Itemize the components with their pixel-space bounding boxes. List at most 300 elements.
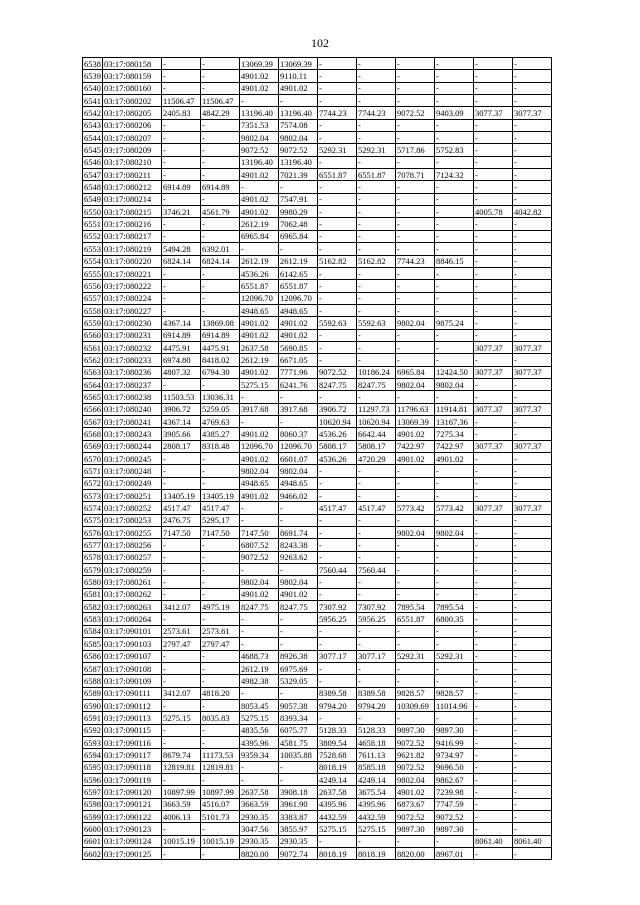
value-cell: 3675.54 [357, 786, 396, 798]
value-cell: - [162, 465, 201, 477]
value-cell: - [435, 662, 474, 674]
value-cell: - [474, 95, 513, 107]
value-cell: 12424.50 [435, 366, 474, 378]
value-cell: 2405.83 [162, 107, 201, 119]
row-index-cell: 6582 [84, 601, 101, 612]
value-cell: 9072.52 [396, 107, 435, 119]
value-cell: 8926.38 [279, 650, 318, 662]
value-cell: - [474, 193, 513, 205]
value-cell: - [201, 280, 240, 292]
value-cell: - [357, 156, 396, 168]
value-cell: 8389.58 [357, 687, 396, 699]
value-cell: - [513, 761, 552, 773]
value-cell: - [396, 156, 435, 168]
value-cell: 3905.66 [162, 428, 201, 440]
value-cell: - [318, 280, 357, 292]
value-cell: - [513, 144, 552, 156]
value-cell: - [396, 588, 435, 600]
code-cell: 03:17:090101 [103, 625, 162, 637]
value-cell: 8389.58 [318, 687, 357, 699]
value-cell: 4042.82 [513, 206, 552, 218]
table-row [83, 354, 552, 366]
value-cell: 7422.97 [396, 440, 435, 452]
value-cell: 11506.47 [162, 95, 201, 107]
row-index-cell: 6569 [84, 441, 101, 452]
value-cell: 3077.37 [474, 107, 513, 119]
value-cell: 8247.75 [240, 601, 279, 613]
value-cell: - [201, 613, 240, 625]
value-cell: - [513, 650, 552, 662]
row-index-cell: 6592 [84, 725, 101, 736]
value-cell: 3663.59 [240, 798, 279, 810]
value-cell: - [513, 786, 552, 798]
value-cell: 5162.82 [318, 255, 357, 267]
value-cell: 3077.37 [474, 366, 513, 378]
table-row [83, 724, 552, 736]
value-cell: 3746.21 [162, 206, 201, 218]
value-cell: 2930.35 [240, 810, 279, 822]
value-cell: - [513, 218, 552, 230]
value-cell: 8247.75 [357, 378, 396, 390]
value-cell: - [513, 292, 552, 304]
value-cell: 6914.89 [201, 181, 240, 193]
value-cell: - [279, 773, 318, 785]
value-cell: - [279, 625, 318, 637]
value-cell: - [435, 391, 474, 403]
value-cell: - [162, 267, 201, 279]
value-cell: - [513, 712, 552, 724]
value-cell: 4249.14 [318, 773, 357, 785]
table-row [83, 304, 552, 316]
value-cell: - [318, 638, 357, 650]
table-row [83, 601, 552, 613]
value-cell: - [474, 292, 513, 304]
value-cell: 13405.19 [201, 490, 240, 502]
value-cell: - [513, 773, 552, 785]
value-cell: 6551.87 [396, 613, 435, 625]
row-index-cell: 6571 [84, 466, 101, 477]
value-cell: - [357, 712, 396, 724]
value-cell: 8018.19 [318, 848, 357, 860]
value-cell: - [513, 588, 552, 600]
value-cell: - [162, 588, 201, 600]
value-cell: - [435, 835, 474, 847]
value-cell: - [279, 181, 318, 193]
value-cell: 9072.52 [396, 736, 435, 748]
value-cell: - [435, 712, 474, 724]
value-cell: - [513, 119, 552, 131]
value-cell: - [357, 304, 396, 316]
value-cell: - [357, 181, 396, 193]
value-cell: 10620.94 [318, 415, 357, 427]
value-cell: - [396, 551, 435, 563]
code-cell: 03:17:080214 [103, 193, 162, 205]
value-cell: 11173.53 [201, 749, 240, 761]
row-index-cell: 6553 [84, 243, 101, 254]
value-cell: 4517.47 [318, 502, 357, 514]
value-cell: - [474, 638, 513, 650]
value-cell: - [162, 576, 201, 588]
value-cell: 3906.72 [162, 403, 201, 415]
value-cell: - [240, 243, 279, 255]
table-row [83, 761, 552, 773]
value-cell: - [162, 292, 201, 304]
value-cell: 7124.32 [435, 169, 474, 181]
value-cell: - [357, 490, 396, 502]
table-row [83, 848, 552, 860]
value-cell: 8967.01 [435, 848, 474, 860]
value-cell: - [396, 132, 435, 144]
value-cell: - [318, 329, 357, 341]
value-cell: - [201, 551, 240, 563]
code-cell: 03:17:080238 [103, 391, 162, 403]
value-cell: - [201, 156, 240, 168]
row-index-cell: 6541 [84, 95, 101, 106]
value-cell: 5956.25 [357, 613, 396, 625]
value-cell: 5773.42 [435, 502, 474, 514]
value-cell: - [279, 243, 318, 255]
value-cell: 2573.61 [162, 625, 201, 637]
value-cell: - [201, 119, 240, 131]
value-cell: - [435, 675, 474, 687]
value-cell: 5275.15 [357, 823, 396, 835]
code-cell: 03:17:080221 [103, 267, 162, 279]
value-cell: 9403.09 [435, 107, 474, 119]
value-cell: - [279, 95, 318, 107]
code-cell: 03:17:090117 [103, 749, 162, 761]
value-cell: - [513, 551, 552, 563]
value-cell: 4901.02 [396, 453, 435, 465]
value-cell: - [435, 280, 474, 292]
value-cell: - [162, 724, 201, 736]
value-cell: - [396, 58, 435, 70]
table-row [83, 403, 552, 415]
row-index-cell: 6565 [84, 391, 101, 402]
value-cell: - [357, 354, 396, 366]
value-cell: 6965.84 [396, 366, 435, 378]
value-cell: - [396, 564, 435, 576]
row-index-cell: 6567 [84, 416, 101, 427]
value-cell: 3077.37 [474, 502, 513, 514]
value-cell: 7560.44 [318, 564, 357, 576]
value-cell: - [435, 70, 474, 82]
value-cell: - [435, 638, 474, 650]
value-cell: - [474, 304, 513, 316]
value-cell: - [435, 243, 474, 255]
value-cell: - [396, 341, 435, 353]
value-cell: - [162, 304, 201, 316]
row-index-cell: 6557 [84, 293, 101, 304]
value-cell: - [279, 638, 318, 650]
value-cell: - [474, 58, 513, 70]
value-cell: 9897.30 [435, 724, 474, 736]
value-cell: - [396, 675, 435, 687]
value-cell: 3663.59 [162, 798, 201, 810]
value-cell: - [162, 823, 201, 835]
table-row [83, 107, 552, 119]
value-cell: 13196.40 [279, 156, 318, 168]
code-cell: 03:17:080248 [103, 465, 162, 477]
table-row [83, 687, 552, 699]
value-cell: 9072.52 [240, 144, 279, 156]
value-cell: 4005.78 [474, 206, 513, 218]
value-cell: 3383.87 [279, 810, 318, 822]
code-cell: 03:17:080160 [103, 82, 162, 94]
value-cell: 10309.69 [396, 699, 435, 711]
table-row [83, 588, 552, 600]
value-cell: - [396, 193, 435, 205]
code-cell: 03:17:090111 [103, 687, 162, 699]
value-cell: - [474, 650, 513, 662]
table-row [83, 453, 552, 465]
value-cell: 5956.25 [318, 613, 357, 625]
value-cell: - [318, 465, 357, 477]
value-cell: 4901.02 [240, 317, 279, 329]
value-cell: - [396, 354, 435, 366]
table-row [83, 810, 552, 822]
value-cell: - [435, 551, 474, 563]
table-row [83, 193, 552, 205]
row-index-cell: 6545 [84, 145, 101, 156]
table-row [83, 564, 552, 576]
value-cell: 5292.31 [435, 650, 474, 662]
value-cell: 10186.24 [357, 366, 396, 378]
value-cell: 3077.17 [318, 650, 357, 662]
row-index-cell: 6563 [84, 367, 101, 378]
row-index-cell: 6593 [84, 737, 101, 748]
table-row [83, 58, 552, 70]
value-cell: 4688.73 [240, 650, 279, 662]
value-cell: 4658.18 [357, 736, 396, 748]
code-cell: 03:17:080245 [103, 453, 162, 465]
value-cell: - [435, 539, 474, 551]
value-cell: 6601.07 [279, 453, 318, 465]
value-cell: 8846.15 [435, 255, 474, 267]
value-cell: - [318, 625, 357, 637]
value-cell: 9802.04 [396, 378, 435, 390]
code-cell: 03:17:090120 [103, 786, 162, 798]
value-cell: - [318, 181, 357, 193]
value-cell: - [435, 304, 474, 316]
value-cell: - [396, 206, 435, 218]
value-cell: 5752.83 [435, 144, 474, 156]
value-cell: 9802.04 [240, 576, 279, 588]
value-cell: 9802.04 [396, 317, 435, 329]
code-cell: 03:17:090119 [103, 773, 162, 785]
value-cell: 4948.65 [240, 304, 279, 316]
value-cell: - [162, 848, 201, 860]
value-cell: 8820.00 [396, 848, 435, 860]
value-cell: 4901.02 [240, 490, 279, 502]
value-cell: 5494.28 [162, 243, 201, 255]
code-cell: 03:17:080206 [103, 119, 162, 131]
value-cell: - [201, 169, 240, 181]
value-cell: 7744.23 [396, 255, 435, 267]
value-cell: - [357, 527, 396, 539]
value-cell: - [162, 453, 201, 465]
value-cell: - [357, 267, 396, 279]
value-cell: - [357, 329, 396, 341]
value-cell: 9072.52 [279, 144, 318, 156]
value-cell: 2637.58 [240, 786, 279, 798]
row-index-cell: 6588 [84, 675, 101, 686]
row-index-cell: 6550 [84, 206, 101, 217]
value-cell: 4720.29 [357, 453, 396, 465]
value-cell: 12096.70 [240, 292, 279, 304]
code-cell: 03:17:090103 [103, 638, 162, 650]
value-cell: - [162, 477, 201, 489]
value-cell: - [318, 230, 357, 242]
value-cell: - [474, 539, 513, 551]
code-cell: 03:17:090118 [103, 761, 162, 773]
value-cell: 3077.37 [474, 440, 513, 452]
value-cell: - [513, 675, 552, 687]
row-index-cell: 6597 [84, 786, 101, 797]
value-cell: 4536.26 [318, 453, 357, 465]
code-cell: 03:17:080158 [103, 58, 162, 70]
value-cell: - [357, 280, 396, 292]
value-cell: - [318, 70, 357, 82]
value-cell: - [318, 490, 357, 502]
value-cell: - [474, 613, 513, 625]
table-row [83, 378, 552, 390]
value-cell: 3077.37 [513, 403, 552, 415]
table-row [83, 613, 552, 625]
value-cell: - [474, 551, 513, 563]
value-cell: - [513, 662, 552, 674]
value-cell: - [474, 588, 513, 600]
value-cell: 7895.54 [396, 601, 435, 613]
value-cell: 4948.65 [279, 304, 318, 316]
value-cell: - [474, 169, 513, 181]
table-row [83, 773, 552, 785]
value-cell: - [474, 749, 513, 761]
value-cell: 13869.08 [201, 317, 240, 329]
value-cell: 9263.62 [279, 551, 318, 563]
code-cell: 03:17:080261 [103, 576, 162, 588]
value-cell: - [357, 477, 396, 489]
value-cell: - [474, 675, 513, 687]
value-cell: 3077.37 [513, 502, 552, 514]
row-index-cell: 6555 [84, 268, 101, 279]
value-cell: - [318, 292, 357, 304]
value-cell: - [513, 193, 552, 205]
value-cell: - [435, 267, 474, 279]
value-cell: - [474, 428, 513, 440]
value-cell: - [474, 378, 513, 390]
value-cell: - [240, 613, 279, 625]
value-cell: - [396, 280, 435, 292]
value-cell: - [474, 415, 513, 427]
value-cell: - [513, 95, 552, 107]
value-cell: - [162, 132, 201, 144]
value-cell: - [435, 181, 474, 193]
value-cell: 8247.75 [279, 601, 318, 613]
value-cell: 9897.30 [435, 823, 474, 835]
value-cell: 6551.87 [318, 169, 357, 181]
table-row [83, 490, 552, 502]
value-cell: - [513, 243, 552, 255]
value-cell: - [162, 70, 201, 82]
row-index-cell: 6561 [84, 342, 101, 353]
value-cell: 4948.65 [279, 477, 318, 489]
table-row [83, 267, 552, 279]
row-index-cell: 6544 [84, 132, 101, 143]
value-cell: - [357, 576, 396, 588]
value-cell: 10897.99 [162, 786, 201, 798]
value-cell: - [201, 564, 240, 576]
value-cell: - [474, 354, 513, 366]
value-cell: 6873.67 [396, 798, 435, 810]
value-cell: - [201, 70, 240, 82]
value-cell: - [513, 724, 552, 736]
value-cell: - [435, 514, 474, 526]
code-cell: 03:17:090108 [103, 662, 162, 674]
value-cell: 4385.27 [201, 428, 240, 440]
code-cell: 03:17:080233 [103, 354, 162, 366]
value-cell: - [474, 786, 513, 798]
value-cell: - [474, 156, 513, 168]
value-cell: - [435, 354, 474, 366]
table-row [83, 366, 552, 378]
value-cell: 8061.40 [474, 835, 513, 847]
value-cell: - [201, 465, 240, 477]
value-cell: 5592.63 [318, 317, 357, 329]
value-cell: 3906.72 [318, 403, 357, 415]
value-cell: 7062.48 [279, 218, 318, 230]
value-cell: - [474, 699, 513, 711]
value-cell: 5101.73 [201, 810, 240, 822]
value-cell: - [357, 588, 396, 600]
value-cell: 7895.54 [435, 601, 474, 613]
value-cell: 4536.26 [318, 428, 357, 440]
code-cell: 03:17:080263 [103, 601, 162, 613]
value-cell: 4901.02 [240, 453, 279, 465]
table-row [83, 156, 552, 168]
value-cell: 4517.47 [162, 502, 201, 514]
value-cell: - [318, 132, 357, 144]
code-cell: 03:17:080237 [103, 378, 162, 390]
value-cell: 5690.85 [279, 341, 318, 353]
value-cell: 3961.90 [279, 798, 318, 810]
value-cell: - [357, 514, 396, 526]
table-row [83, 341, 552, 353]
value-cell: - [513, 391, 552, 403]
value-cell: - [474, 773, 513, 785]
value-cell: 5162.82 [357, 255, 396, 267]
value-cell: 5329.05 [279, 675, 318, 687]
value-cell: - [474, 527, 513, 539]
value-cell: - [435, 329, 474, 341]
table-row [83, 699, 552, 711]
value-cell: 9802.04 [435, 527, 474, 539]
value-cell: - [279, 761, 318, 773]
value-cell: - [162, 773, 201, 785]
value-cell: - [240, 625, 279, 637]
value-cell: - [240, 761, 279, 773]
value-cell: - [513, 848, 552, 860]
value-cell: 12096.70 [240, 440, 279, 452]
row-index-cell: 6574 [84, 503, 101, 514]
row-index-cell: 6581 [84, 589, 101, 600]
value-cell: - [474, 280, 513, 292]
table-row [83, 391, 552, 403]
table-row [83, 144, 552, 156]
value-cell: - [474, 132, 513, 144]
value-cell: - [513, 354, 552, 366]
value-cell: - [201, 724, 240, 736]
table-row [83, 551, 552, 563]
